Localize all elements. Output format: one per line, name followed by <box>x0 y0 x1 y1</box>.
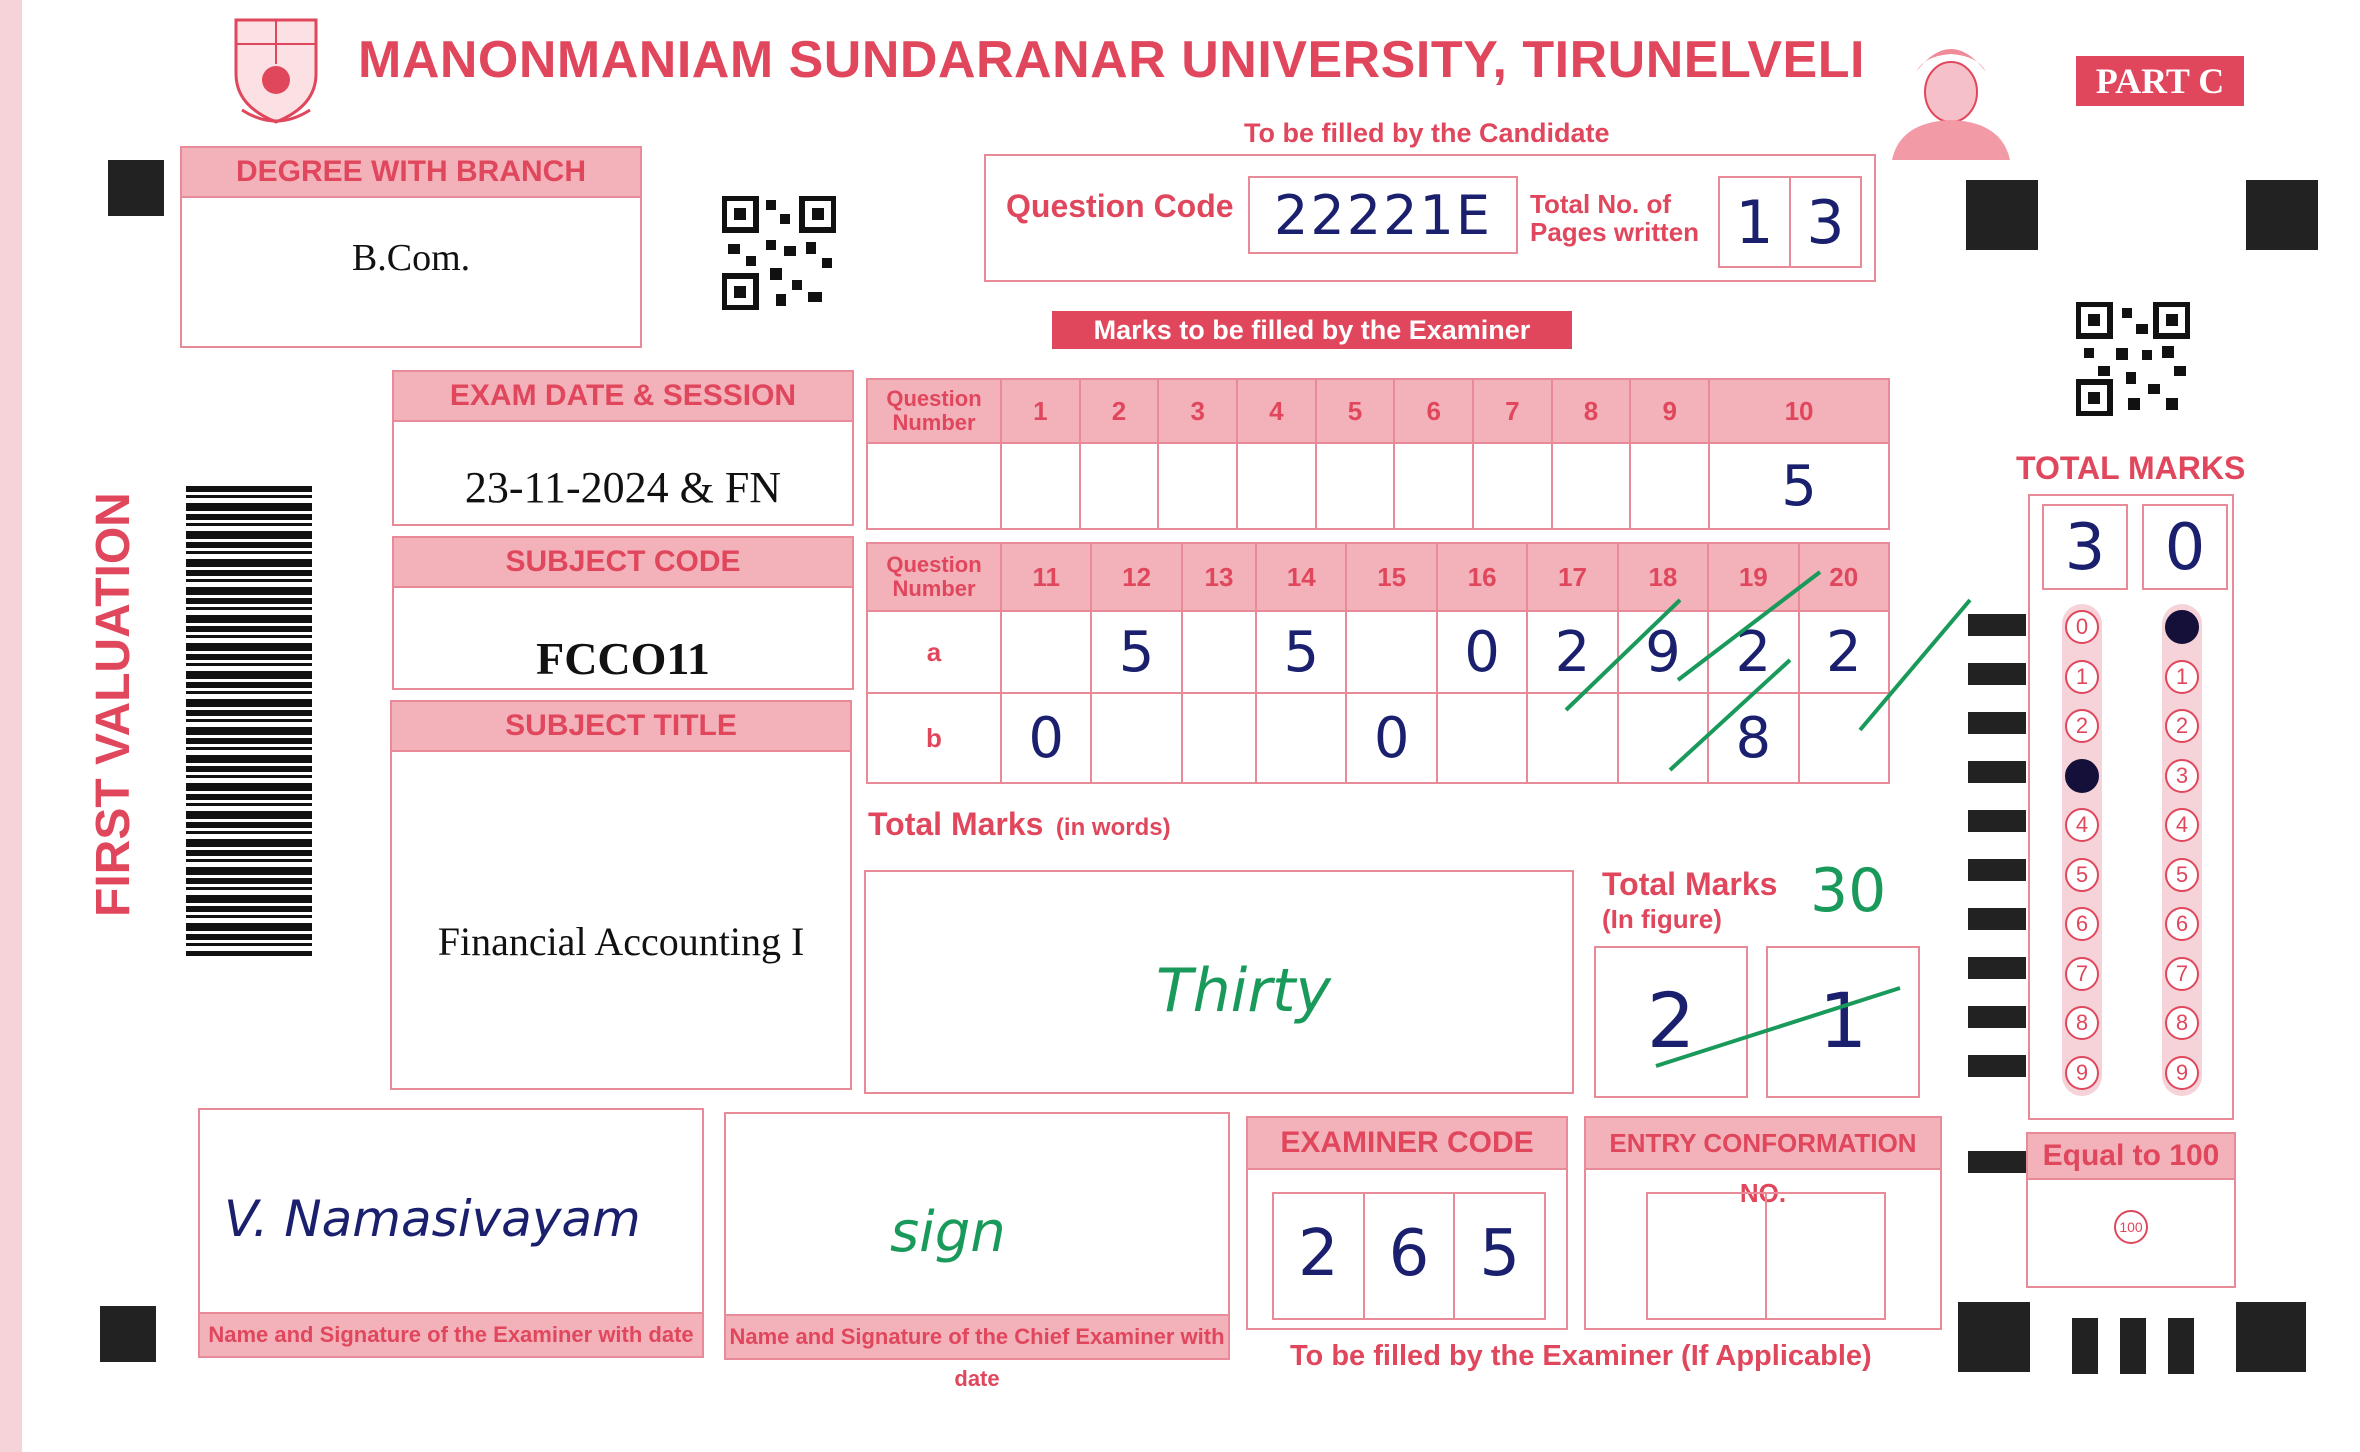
mark-cell <box>1346 611 1436 693</box>
part-badge: PART C <box>2076 56 2244 106</box>
row-b-label: b <box>867 693 1001 783</box>
timing-marks <box>1968 614 2026 1173</box>
bubble[interactable]: 4 <box>2165 808 2199 842</box>
bubble[interactable]: 7 <box>2165 957 2199 991</box>
degree-value: B.Com. <box>351 237 471 279</box>
mark-cell: 2 <box>1708 611 1798 693</box>
question-number: 10 <box>1709 379 1889 443</box>
question-code-value: 22221E <box>1248 176 1518 254</box>
total-words-label <box>868 806 1171 843</box>
total-marks-panel-label: TOTAL MARKS <box>2016 450 2246 486</box>
qr-code-icon <box>2076 302 2190 416</box>
mark-cell <box>1182 693 1256 783</box>
bubble[interactable]: 5 <box>2065 858 2099 892</box>
examiner-code-digit: 6 <box>1365 1194 1456 1318</box>
entry-conformation-cell[interactable] <box>1767 1194 1884 1318</box>
question-number: 6 <box>1394 379 1473 443</box>
total-words-sub: (in words) <box>1055 814 1171 841</box>
examiner-code-digits <box>1272 1192 1546 1320</box>
degree-label: DEGREE WITH BRANCH <box>182 148 640 198</box>
question-number: 11 <box>1001 543 1091 611</box>
marks-grid-1 <box>866 378 1890 530</box>
examiner-signature: V. Namasivayam <box>224 1190 641 1248</box>
subject-title-value: Financial Accounting I <box>437 919 805 964</box>
examiner-code-box <box>1246 1116 1568 1330</box>
question-number: 17 <box>1527 543 1617 611</box>
row-a-label: a <box>867 611 1001 693</box>
registration-mark <box>108 160 164 216</box>
bubble[interactable]: 6 <box>2065 907 2099 941</box>
first-valuation-label: FIRST VALUATION <box>87 492 140 917</box>
mark-cell: 5 <box>1256 611 1346 693</box>
examiner-code-label: EXAMINER CODE <box>1248 1118 1566 1170</box>
entry-conformation-cell[interactable] <box>1648 1194 1767 1318</box>
mark-cell: 8 <box>1708 693 1798 783</box>
exam-date-label: EXAM DATE & SESSION <box>394 372 852 422</box>
question-number: 4 <box>1237 379 1316 443</box>
total-figure-digit: 1 <box>1818 976 1868 1065</box>
question-number: 18 <box>1618 543 1708 611</box>
total-words-value: Thirty <box>1156 956 1332 1026</box>
question-number: 1 <box>1001 379 1080 443</box>
equal-to-box <box>2026 1132 2236 1288</box>
founder-portrait-icon <box>1886 26 2016 160</box>
registration-mark <box>100 1306 156 1362</box>
mark-cell <box>1091 693 1181 783</box>
mark-cell <box>1158 443 1237 529</box>
bubble[interactable]: 9 <box>2065 1056 2099 1090</box>
grid2-header: Question Number <box>867 543 1001 611</box>
chief-signature-box <box>724 1112 1230 1391</box>
question-number: 3 <box>1158 379 1237 443</box>
total-figure-label: Total Marks <box>1602 866 1778 902</box>
total-marks-digit: 0 <box>2142 504 2228 590</box>
mark-cell: 5 <box>1709 443 1889 529</box>
mark-cell: 5 <box>1091 611 1181 693</box>
pages-digit-box <box>1718 176 1862 268</box>
question-number: 16 <box>1437 543 1527 611</box>
mark-cell: 0 <box>1346 693 1436 783</box>
mark-cell: 0 <box>1437 611 1527 693</box>
mark-cell: 2 <box>1799 611 1889 693</box>
pages-digit: 3 <box>1806 188 1845 258</box>
question-number: 7 <box>1473 379 1552 443</box>
strike-through-mark <box>1650 980 1910 1080</box>
bubble-filled[interactable]: 0 <box>2165 610 2199 644</box>
bubble[interactable]: 1 <box>2165 660 2199 694</box>
pages-digit: 1 <box>1720 178 1791 266</box>
university-title: MANONMANIAM SUNDARANAR UNIVERSITY, TIRUNELVELI <box>358 31 1865 89</box>
total-figure-sub: (In figure) <box>1602 904 1722 934</box>
bubble[interactable]: 5 <box>2165 858 2199 892</box>
entry-conformation-digits <box>1646 1192 1886 1320</box>
bottom-note: To be filled by the Examiner (If Applicable) <box>1290 1340 1872 1372</box>
registration-mark <box>1966 180 2038 250</box>
mark-cell <box>1237 443 1316 529</box>
chief-signature-caption: Name and Signature of the Chief Examiner with date <box>726 1314 1228 1358</box>
examiner-code-digit: 5 <box>1479 1217 1521 1291</box>
bubble[interactable]: 7 <box>2065 957 2099 991</box>
bubble[interactable]: 0 <box>2065 610 2099 644</box>
mark-cell <box>1394 443 1473 529</box>
mark-cell <box>1316 443 1395 529</box>
mark-cell <box>1001 443 1080 529</box>
total-words-title: Total Marks <box>868 806 1044 842</box>
registration-mark <box>2120 1318 2146 1374</box>
mark-cell <box>1256 693 1346 783</box>
mark-cell <box>1001 611 1091 693</box>
question-number: 5 <box>1316 379 1395 443</box>
bubble[interactable]: 2 <box>2165 709 2199 743</box>
subject-title-box <box>390 700 852 1090</box>
examiner-signature-caption: Name and Signature of the Examiner with date <box>200 1312 702 1356</box>
exam-date-box <box>392 370 854 526</box>
bubble-filled[interactable]: 3 <box>2065 759 2099 793</box>
mark-cell <box>1182 611 1256 693</box>
mark-cell <box>1080 443 1159 529</box>
equal-to-label: Equal to 100 <box>2028 1134 2234 1180</box>
mark-cell: 0 <box>1001 693 1091 783</box>
exam-date-value: 23-11-2024 & FN <box>464 463 782 512</box>
examiner-banner: Marks to be filled by the Examiner <box>1052 311 1572 349</box>
question-number: 14 <box>1256 543 1346 611</box>
university-crest-icon <box>228 14 324 126</box>
question-number: 13 <box>1182 543 1256 611</box>
question-number: 19 <box>1708 543 1798 611</box>
registration-mark <box>2236 1302 2306 1372</box>
barcode-icon <box>186 486 312 956</box>
question-number: 9 <box>1630 379 1709 443</box>
bubble[interactable]: 9 <box>2165 1056 2199 1090</box>
mark-cell <box>1630 443 1709 529</box>
bubble[interactable]: 8 <box>2165 1006 2199 1040</box>
total-words-box <box>864 870 1574 1094</box>
total-figure-corrected: 30 <box>1810 856 1887 926</box>
equal-to-bubble[interactable]: 100 <box>2114 1210 2148 1244</box>
entry-conformation-label: ENTRY CONFORMATION NO. <box>1586 1118 1940 1170</box>
examiner-signature-box <box>198 1108 704 1358</box>
question-number: 8 <box>1552 379 1631 443</box>
registration-mark <box>1958 1302 2030 1372</box>
total-marks-digit: 3 <box>2042 504 2128 590</box>
subject-code-label: SUBJECT CODE <box>394 538 852 588</box>
registration-mark <box>2072 1318 2098 1374</box>
mark-cell <box>1437 693 1527 783</box>
question-code-label: Question Code <box>1006 188 1234 224</box>
entry-conformation-box <box>1584 1116 1942 1330</box>
grid1-header: Question Number <box>867 379 1001 443</box>
subject-code-value: FCCO11 <box>536 633 710 684</box>
green-tick-marks <box>1560 560 1980 800</box>
bubble[interactable]: 1 <box>2065 660 2099 694</box>
qr-code-icon <box>722 196 836 310</box>
mark-cell <box>1552 443 1631 529</box>
bubble[interactable]: 8 <box>2065 1006 2099 1040</box>
mark-cell: 9 <box>1618 611 1708 693</box>
total-figure-digit: 2 <box>1646 976 1696 1065</box>
degree-box <box>180 146 642 348</box>
bubble[interactable]: 3 <box>2165 759 2199 793</box>
subject-title-label: SUBJECT TITLE <box>392 702 850 752</box>
candidate-note: To be filled by the Candidate <box>1244 118 1610 148</box>
bubble[interactable]: 6 <box>2165 907 2199 941</box>
examiner-code-digit: 2 <box>1274 1194 1365 1318</box>
registration-mark <box>2246 180 2318 250</box>
bubble[interactable]: 2 <box>2065 709 2099 743</box>
chief-signature: sign <box>890 1200 1006 1265</box>
left-margin-strip <box>0 0 22 1452</box>
mark-cell <box>1473 443 1552 529</box>
question-number: 2 <box>1080 379 1159 443</box>
registration-mark <box>2168 1318 2194 1374</box>
question-number: 15 <box>1346 543 1436 611</box>
pages-label: Total No. of Pages written <box>1530 189 1700 247</box>
mark-cell: 2 <box>1527 611 1617 693</box>
bubble-stack-right <box>2165 610 2199 1090</box>
subject-code-box <box>392 536 854 690</box>
bubble[interactable]: 4 <box>2065 808 2099 842</box>
bubble-stack-left <box>2065 610 2099 1090</box>
question-number: 20 <box>1799 543 1889 611</box>
question-number: 12 <box>1091 543 1181 611</box>
